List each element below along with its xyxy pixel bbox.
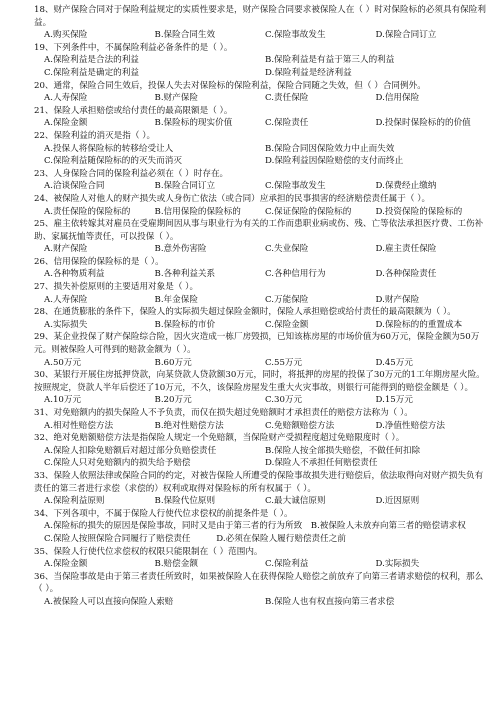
answer-option: A.被保险人可以直接向保险人索赔	[44, 596, 174, 607]
answer-option: D.保险合同订立	[375, 30, 437, 41]
answer-option: C.各种信用行为	[265, 269, 326, 280]
question-stem: 31、对免赔额内的损失保险人不予负责，而仅在损失超过免赔额时才承担责任的赔偿方法称为（ ）。	[34, 408, 413, 418]
answer-option: B.绝对性赔偿方法	[154, 420, 224, 431]
question-stem: 30、某银行开展住房抵押贷款，向某贷款人贷款额30万元，同时，将抵押的房屋的投保了30万元的1工年期房屋火险。按照规定，贷款人半年后偿还了10万元，不久，该保险房屋发生重大火灾事故，则银行可能得到的赔偿金额是（ ）。	[34, 370, 485, 393]
answer-options-row	[34, 243, 486, 256]
answer-option: C.万能保险	[265, 294, 309, 305]
question-32	[34, 432, 486, 470]
answer-option: C.保险利益	[265, 559, 309, 570]
answer-option-line: C.保险人按照保险合同履行了赔偿责任 D.必须在保险人履行赔偿责任之前	[44, 533, 346, 544]
question-stem: 26、信用保险的保险标的是（ ）。	[34, 256, 164, 267]
question-stem: 34、下列各项中，不属于保险人行使代位求偿权的前提条件是（ ）。	[34, 508, 293, 519]
answer-option: C.55万元	[265, 357, 303, 368]
question-23	[34, 168, 486, 193]
answer-options-row	[34, 445, 486, 458]
answer-option: B.保险合同订立	[154, 181, 216, 192]
answer-options-row	[34, 143, 486, 156]
question-33	[34, 470, 486, 508]
answer-option: D.财产保险	[375, 294, 420, 305]
answer-option: C.保险事故发生	[265, 181, 326, 192]
question-stem: 28、在通货膨胀的条件下，保险人的实际损失超过保险金额时，保险人承担赔偿或给付责任的最高限额为（ ）。	[34, 307, 456, 318]
question-stem: 35、保险人行使代位求偿权的权限只能限制在（ ）范围内。	[34, 546, 263, 557]
answer-options-row	[34, 420, 486, 433]
answer-option: D.保险利益因保险赔偿的支付而终止	[265, 156, 404, 167]
answer-option: D.保险利益是经济利益	[265, 67, 352, 78]
question-stem: 29、某企业投保了财产保险综合险，因火灾造成一栋厂房毁损，已知该栋房屋的市场价值为60万元，保险金额为50万元。则被保险人可得到的赔款金额为（ ）。	[34, 332, 480, 356]
answer-option: C.保险利益随保险标的的灭失而消灭	[44, 156, 182, 167]
answer-option: B.保险人也有权直接向第三者求偿	[265, 596, 395, 607]
answer-option: A.购买保险	[44, 30, 88, 41]
answer-options-row	[34, 29, 486, 42]
answer-options-row	[34, 180, 486, 193]
answer-option: A.责任保险的保险标的	[44, 206, 131, 217]
answer-option: B.信用保险的保险标的	[154, 206, 241, 217]
answer-option: B.保险合同因保险效力中止而失效	[265, 143, 395, 154]
answer-options-row	[34, 268, 486, 281]
answer-option: B.各种利益关系	[154, 269, 216, 280]
answer-option: D.投保时保险标的的价值	[375, 118, 471, 129]
question-20	[34, 80, 486, 105]
answer-option: C.责任保险	[265, 93, 309, 104]
question-27	[34, 281, 486, 306]
answer-option: A.保险金额	[44, 559, 88, 570]
answer-options-row	[34, 206, 486, 219]
answer-option: B.赔偿金额	[154, 559, 198, 570]
answer-option: A.50万元	[44, 357, 82, 368]
answer-option: D.各种保险责任	[375, 269, 437, 280]
answer-option: C.免赔额赔偿方法	[265, 420, 335, 431]
answer-option: C.失业保险	[265, 244, 309, 255]
question-stem: 23、人身保险合同的保险利益必须在（ ）时存在。	[34, 168, 229, 179]
answer-option: A.财产保险	[44, 244, 88, 255]
question-stem: 25、雇主依转嫁其对雇员在受雇期间因从事与职业行为有关的工作而患职业病或伤、残、亡等依法承担医疗费、工伤补助、家属抚恤等责任，可以投保（ ）。	[34, 219, 484, 242]
answer-options-row	[34, 117, 486, 130]
question-18	[34, 4, 486, 42]
answer-option: A.保险利益原则	[44, 496, 105, 507]
question-stem: 33、保险人依照法律或保险合同的约定，对被告保险人所遭受的保险事故损失进行赔偿后，依法取得向对财产损失负有责任的第三者进行求偿（求偿的）权利或取得对保险标的所有权属于（ ）。	[34, 470, 484, 494]
answer-option: D.信用保险	[375, 93, 420, 104]
answer-option: D.保险人不承担任何赔偿责任	[265, 458, 378, 469]
question-stem: 18、财产保险合同对于保险利益规定的实质性要求是，财产保险合同要求被保险人在（ ）时对保险标的必须具有保险利益。	[34, 5, 486, 28]
answer-options-row	[34, 92, 486, 105]
answer-option: B.保险人按全部损失赔偿，不做任何扣除	[265, 445, 421, 456]
answer-options-row	[34, 457, 486, 470]
answer-option: D.15万元	[375, 395, 413, 406]
answer-option: C.最大诚信原则	[265, 496, 326, 507]
question-28	[34, 306, 486, 331]
answer-option: A.10万元	[44, 395, 82, 406]
answer-option: B.保险标的现实价值	[154, 118, 233, 129]
answer-option: C.30万元	[265, 395, 303, 406]
answer-option: D.实际损失	[375, 559, 420, 570]
answer-options-row	[34, 155, 486, 168]
answer-option: D.净值性赔偿方法	[375, 420, 445, 431]
answer-option: A.人寿保险	[44, 294, 88, 305]
answer-option: A.保险利益是合法的利益	[44, 55, 139, 66]
question-21	[34, 105, 486, 130]
answer-option: B.保险利益是有益于第三人的利益	[265, 55, 395, 66]
answer-option: D.投资保险的保险标的	[375, 206, 463, 217]
answer-option: B.保险标的市价	[154, 319, 216, 330]
answer-option: A.人寿保险	[44, 93, 88, 104]
answer-option: B.60万元	[154, 357, 192, 368]
answer-option-line: A.保险标的损失的原因是保险事故，同时又是由于第三者的行为所致 B.被保险人未放弃向第三者的赔偿请求权	[44, 521, 466, 532]
question-stem: 20、通常，保险合同生效后，投保人失去对保险标的保险利益，保险合同随之失效，但（ ）合同例外。	[34, 80, 426, 91]
question-stem: 32、绝对免赔额赔偿方法是指保险人规定一个免赔额，当保险财产受损程度超过免赔限度时（ ）。	[34, 433, 405, 444]
answer-options-row	[34, 357, 486, 370]
answer-option: A.相对性赔偿方法	[44, 420, 114, 431]
answer-option: D.45万元	[375, 357, 413, 368]
answer-options-row	[34, 495, 486, 508]
answer-option: A.保险人扣除免赔额后对超过部分负赔偿责任	[44, 445, 217, 456]
question-stem: 36、当保险事故是由于第三者责任所致时，如果被保险人在获得保险人赔偿之前放弃了向第三者请求赔偿的权利，那么（ ）。	[34, 571, 484, 595]
question-stem: 21、保险人承担赔偿或给付责任的最高限额是（ ）。	[34, 105, 233, 116]
question-stem: 19、下列条件中，不属保险利益必备条件的是（ ）。	[34, 42, 233, 53]
answer-option: B.保险合同生效	[154, 30, 216, 41]
answer-option: C.保险事故发生	[265, 30, 326, 41]
answer-option: C.保证保险的保险标的	[265, 206, 352, 217]
answer-option: B.保险代位原则	[154, 496, 216, 507]
question-31	[34, 407, 486, 432]
answer-options-row	[34, 319, 486, 332]
answer-options-row	[34, 558, 486, 571]
question-24	[34, 193, 486, 218]
question-22	[34, 130, 486, 168]
answer-option: B.意外伤害险	[154, 244, 207, 255]
question-stem: 22、保险利益的消灭是指（ ）。	[34, 130, 156, 141]
answer-option: A.保险金额	[44, 118, 88, 129]
answer-option: D.雇主责任保险	[375, 244, 437, 255]
question-36	[34, 571, 486, 609]
answer-option: C.保险金额	[265, 319, 309, 330]
question-30	[34, 369, 486, 407]
answer-option: A.各种物质利益	[44, 269, 105, 280]
answer-options-row	[34, 54, 486, 67]
answer-option: B.20万元	[154, 395, 192, 406]
answer-options-row	[34, 596, 486, 609]
question-stem: 24、被保险人对他人的财产损失或人身伤亡依法（或合同）应承担的民事损害的经济赔偿责任属于（ ）。	[34, 193, 431, 204]
answer-option: A.实际损失	[44, 319, 88, 330]
answer-option: C.保险利益是确定的利益	[44, 67, 139, 78]
answer-option: A.洽谈保险合同	[44, 181, 105, 192]
question-29	[34, 331, 486, 369]
answer-option: C.保险人只对免赔额内的损失给予赔偿	[44, 458, 191, 469]
answer-option: D.保险标的的重置成本	[375, 319, 463, 330]
answer-options-row	[34, 394, 486, 407]
question-stem: 27、损失补偿原则的主要适用对象是（ ）。	[34, 282, 199, 293]
question-35	[34, 546, 486, 571]
question-34	[34, 508, 486, 546]
answer-option: C.保险责任	[265, 118, 309, 129]
question-19	[34, 42, 486, 80]
question-26	[34, 256, 486, 281]
answer-option: D.近因原则	[375, 496, 420, 507]
question-25	[34, 218, 486, 256]
answer-options-row	[34, 67, 486, 80]
answer-option: D.保费经止缴纳	[375, 181, 437, 192]
answer-option: B.年金保险	[154, 294, 198, 305]
answer-options-row	[34, 294, 486, 307]
answer-option: B.财产保险	[154, 93, 198, 104]
answer-option: A.投保人将保险标的转移给受让人	[44, 143, 174, 154]
